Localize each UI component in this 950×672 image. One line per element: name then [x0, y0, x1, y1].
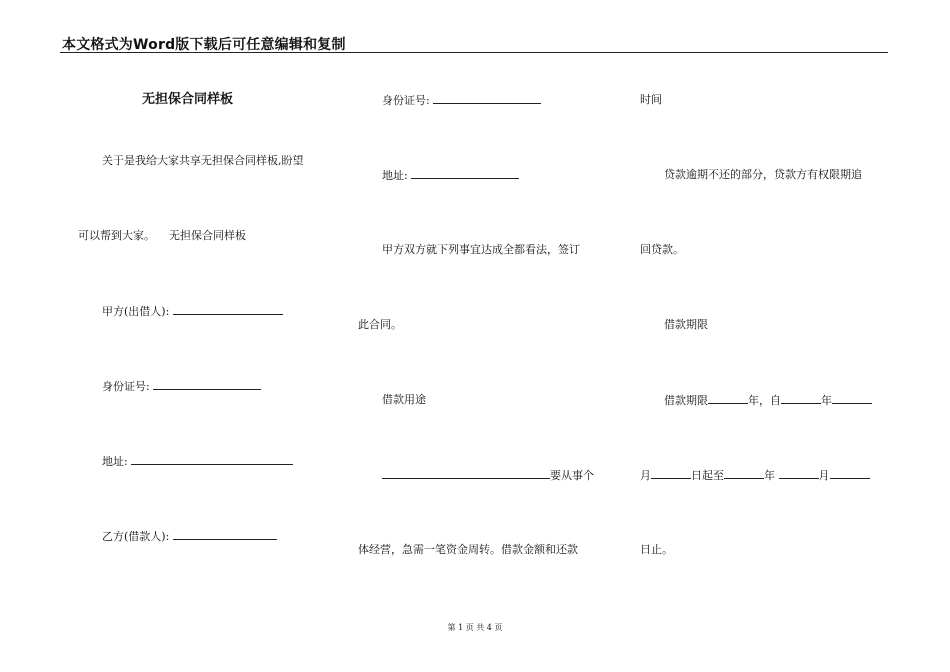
agreement-line-1: 甲方双方就下列事宜达成全都看法，签订 — [382, 243, 580, 256]
term-line-2 — [640, 468, 870, 483]
document-title: 无担保合同样板 — [142, 92, 234, 107]
term-end-month-label: 月 — [818, 469, 830, 482]
start-year-blank — [781, 393, 821, 404]
term-line-1 — [664, 393, 872, 408]
page-footer: 第 1 页 共 4 页 — [447, 623, 503, 632]
term-year-label: 年 — [821, 394, 832, 407]
purpose-heading: 借款用途 — [382, 393, 426, 406]
document-header: 本文格式为Word版下载后可任意编辑和复制 — [62, 37, 346, 53]
party-a-label: 甲方(出借人): — [102, 305, 170, 318]
end-month-blank — [779, 468, 819, 479]
start-day-blank — [651, 468, 691, 479]
addr-a-label: 地址: — [102, 455, 128, 468]
agreement-line-2: 此合同。 — [358, 318, 402, 331]
term-month-label: 月 — [640, 469, 651, 482]
time-text: 时间 — [640, 93, 662, 106]
addr-a-blank — [131, 454, 293, 465]
overdue-line-1: 贷款逾期不还的部分，贷款方有权限期追 — [664, 168, 862, 181]
addr-b-blank — [411, 168, 519, 179]
intro-line-2: 可以帮到大家。 无担保合同样板 — [78, 229, 246, 242]
term-end-year-label: 年 — [764, 469, 775, 482]
party-b-blank — [173, 529, 277, 540]
addr-b-label: 地址: — [382, 169, 408, 182]
addr-a-line — [102, 454, 293, 469]
id-b-line — [382, 93, 541, 108]
term-day-from: 日起至 — [691, 469, 724, 482]
header-rule — [60, 52, 888, 53]
intro-line-1: 关于是我给大家共享无担保合同样板,盼望 — [102, 154, 304, 167]
term-heading: 借款期限 — [664, 318, 708, 331]
term-year-from: 年，自 — [748, 394, 781, 407]
purpose-line-1 — [382, 468, 594, 483]
id-a-blank — [153, 379, 261, 390]
id-a-label: 身份证号: — [102, 380, 150, 393]
id-b-label: 身份证号: — [382, 94, 430, 107]
term-label: 借款期限 — [664, 394, 708, 407]
term-end-text: 日止。 — [640, 543, 673, 556]
addr-b-line — [382, 168, 519, 183]
term-years-blank — [708, 393, 748, 404]
party-a-line — [102, 304, 283, 319]
party-b-label: 乙方(借款人): — [102, 530, 170, 543]
purpose-line-1-suffix: 要从事个 — [550, 469, 594, 482]
end-year-blank — [724, 468, 764, 479]
start-month-blank — [832, 393, 872, 404]
purpose-line-2: 体经营，急需一笔资金周转。借款金额和还款 — [358, 543, 578, 556]
end-day-blank — [830, 468, 870, 479]
id-a-line — [102, 379, 261, 394]
id-b-blank — [433, 93, 541, 104]
purpose-blank — [382, 468, 550, 479]
party-b-line — [102, 529, 277, 544]
overdue-line-2: 回贷款。 — [640, 243, 684, 256]
party-a-blank — [173, 304, 283, 315]
